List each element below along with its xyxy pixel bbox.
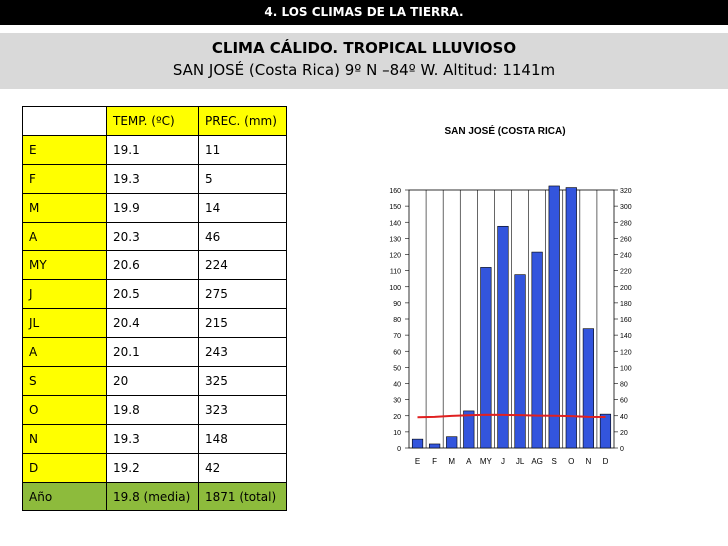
climate-title: CLIMA CÁLIDO. TROPICAL LLUVIOSO	[211, 39, 517, 57]
temp-cell: 20.1	[107, 338, 199, 367]
table-row	[23, 309, 287, 338]
prec-cell: 215	[199, 309, 287, 338]
temp-cell: 20.4	[107, 309, 199, 338]
left-axis-tick-label: 140	[389, 220, 401, 228]
precipitation-bar	[463, 411, 474, 448]
right-axis-tick-label: 320	[620, 188, 632, 195]
table-header-cell: TEMP. (ºC)	[107, 107, 199, 136]
table-row	[23, 424, 287, 453]
month-cell: E	[23, 135, 107, 164]
table-row	[23, 453, 287, 482]
temp-cell: 19.1	[107, 135, 199, 164]
right-axis-tick-label: 280	[620, 220, 632, 228]
x-axis-tick-label: N	[585, 457, 592, 466]
prec-cell: 46	[199, 222, 287, 251]
table-row	[23, 222, 287, 251]
right-axis-tick-label: 180	[620, 300, 632, 308]
right-axis-tick-label: 240	[620, 252, 632, 260]
table-header-cell: PREC. (mm)	[199, 107, 287, 136]
temp-cell: 20.6	[107, 251, 199, 280]
prec-cell: 224	[199, 251, 287, 280]
precipitation-bar	[566, 188, 577, 448]
x-axis-tick-label: M	[448, 457, 456, 466]
right-axis-tick-label: 60	[620, 397, 628, 405]
x-axis-tick-label: S	[551, 457, 557, 466]
precipitation-bar	[446, 437, 457, 448]
prec-cell: 11	[199, 135, 287, 164]
table-row	[23, 395, 287, 424]
table-total-row	[23, 482, 287, 511]
month-cell: MY	[23, 251, 107, 280]
month-cell: J	[23, 280, 107, 309]
table-row	[23, 164, 287, 193]
right-axis-tick-label: 300	[620, 204, 632, 212]
precipitation-bar	[429, 444, 440, 448]
precipitation-bar	[481, 267, 492, 448]
left-axis-tick-label: 150	[389, 204, 401, 212]
x-axis-tick-label: JL	[515, 457, 525, 466]
table-header-row	[23, 107, 287, 136]
left-axis-tick-label: 10	[393, 429, 401, 437]
temp-cell: 19.3	[107, 424, 199, 453]
precipitation-bar	[583, 329, 594, 448]
month-cell: S	[23, 367, 107, 396]
header-bar	[0, 0, 728, 25]
x-axis-tick-label: O	[568, 457, 575, 466]
right-axis-tick-label: 220	[620, 268, 632, 276]
month-cell: JL	[23, 309, 107, 338]
prec-cell: 42	[199, 453, 287, 482]
location-subtitle: SAN JOSÉ (Costa Rica) 9º N –84º W. Altitud: 1141m	[172, 61, 556, 79]
precipitation-bar	[532, 252, 543, 448]
table-row	[23, 367, 287, 396]
temp-cell: 19.9	[107, 193, 199, 222]
total-temp-cell: 19.8 (media)	[107, 482, 199, 511]
table-row	[23, 338, 287, 367]
prec-cell: 243	[199, 338, 287, 367]
x-axis-tick-label: AG	[531, 457, 543, 466]
month-cell: M	[23, 193, 107, 222]
total-prec-cell: 1871 (total)	[199, 482, 287, 511]
right-axis-tick-label: 160	[620, 317, 632, 324]
total-label-cell: Año	[23, 482, 107, 511]
month-cell: F	[23, 164, 107, 193]
right-axis-tick-label: 260	[620, 236, 632, 244]
right-axis-tick-label: 120	[620, 349, 632, 357]
left-axis-tick-label: 0	[397, 446, 401, 453]
temp-cell: 20	[107, 367, 199, 396]
right-axis-tick-label: 20	[620, 429, 628, 437]
left-axis-tick-label: 50	[393, 365, 401, 373]
chart-title: SAN JOSÉ (COSTA RICA)	[444, 126, 566, 137]
right-axis-tick-label: 80	[620, 381, 628, 389]
month-cell: A	[23, 222, 107, 251]
precipitation-bar	[600, 414, 611, 448]
month-cell: A	[23, 338, 107, 367]
x-axis-tick-label: F	[432, 457, 438, 466]
table-header-cell	[23, 107, 107, 136]
right-axis-tick-label: 200	[620, 284, 632, 292]
title-box	[0, 33, 728, 89]
temp-cell: 20.3	[107, 222, 199, 251]
prec-cell: 148	[199, 424, 287, 453]
month-cell: D	[23, 453, 107, 482]
prec-cell: 14	[199, 193, 287, 222]
left-axis-tick-label: 120	[389, 252, 401, 260]
right-axis-tick-label: 0	[620, 446, 624, 453]
left-axis-tick-label: 80	[393, 317, 401, 324]
left-axis-tick-label: 130	[389, 236, 401, 244]
table-row	[23, 135, 287, 164]
prec-cell: 275	[199, 280, 287, 309]
left-axis-tick-label: 110	[389, 268, 401, 276]
temp-cell: 19.2	[107, 453, 199, 482]
temp-cell: 19.3	[107, 164, 199, 193]
precipitation-bar	[412, 439, 423, 448]
table-row	[23, 193, 287, 222]
left-axis-tick-label: 70	[393, 333, 401, 341]
climate-table	[22, 106, 287, 511]
left-axis-tick-label: 160	[389, 188, 401, 195]
right-axis-tick-label: 100	[620, 365, 632, 373]
x-axis-tick-label: J	[500, 457, 505, 466]
table-row	[23, 280, 287, 309]
left-axis-tick-label: 30	[393, 397, 401, 405]
x-axis-tick-label: E	[414, 457, 421, 466]
precipitation-bar	[549, 186, 560, 448]
left-axis-tick-label: 20	[393, 413, 401, 421]
right-axis-tick-label: 40	[620, 413, 628, 421]
temp-cell: 19.8	[107, 395, 199, 424]
climograph-chart	[370, 110, 660, 475]
x-axis-tick-label: A	[466, 457, 472, 466]
prec-cell: 5	[199, 164, 287, 193]
left-axis-tick-label: 100	[389, 284, 401, 292]
right-axis-tick-label: 140	[620, 333, 632, 341]
month-cell: O	[23, 395, 107, 424]
prec-cell: 325	[199, 367, 287, 396]
table-row	[23, 251, 287, 280]
precipitation-bar	[515, 275, 526, 448]
prec-cell: 323	[199, 395, 287, 424]
x-axis-tick-label: D	[602, 457, 609, 466]
x-axis-tick-label: MY	[479, 457, 492, 466]
header-title: 4. LOS CLIMAS DE LA TIERRA.	[264, 5, 464, 19]
left-axis-tick-label: 60	[393, 349, 401, 357]
month-cell: N	[23, 424, 107, 453]
left-axis-tick-label: 40	[393, 381, 401, 389]
left-axis-tick-label: 90	[393, 300, 401, 308]
temp-cell: 20.5	[107, 280, 199, 309]
